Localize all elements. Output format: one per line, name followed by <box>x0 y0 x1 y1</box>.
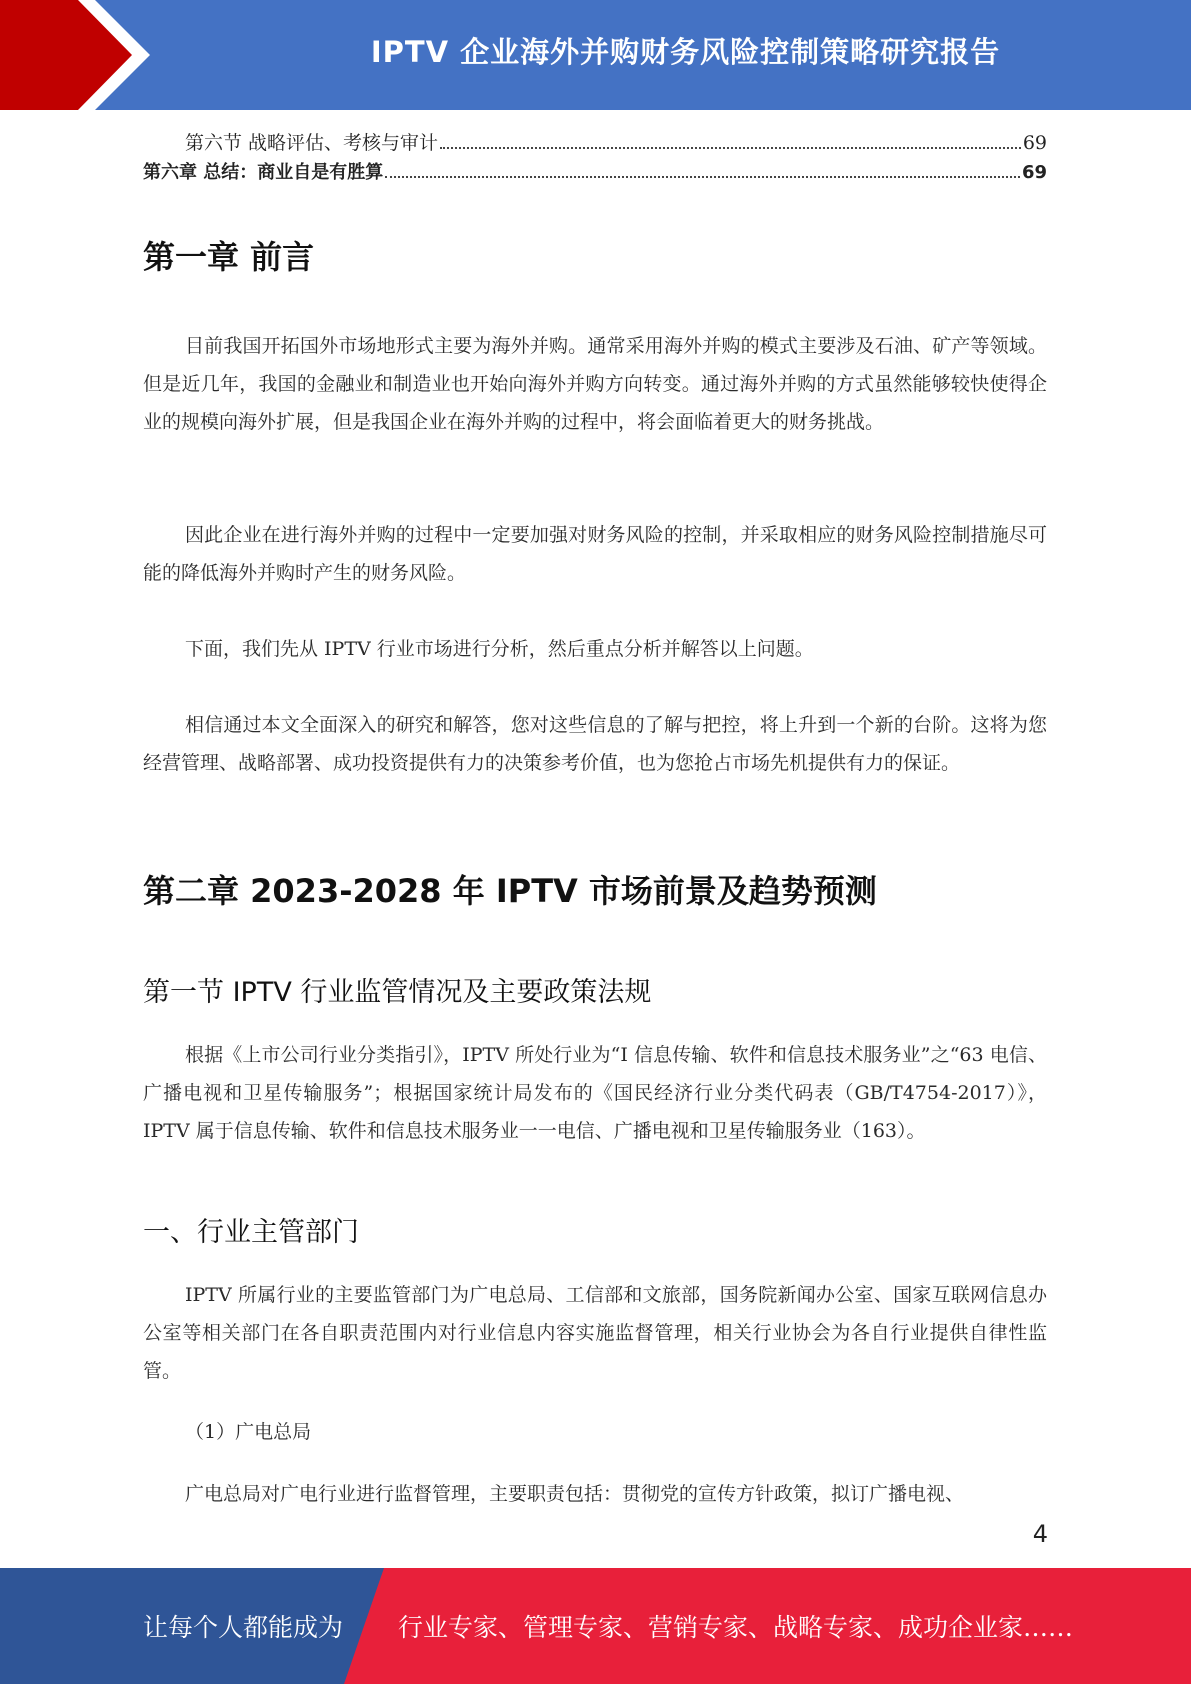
toc-entry-title: 第六节 战略评估、考核与审计 <box>185 132 439 154</box>
report-title: IPTV 企业海外并购财务风险控制策略研究报告 <box>370 34 1001 69</box>
toc-entry-title: 第六章 总结：商业自是有胜算 <box>143 162 384 183</box>
paragraph: 相信通过本文全面深入的研究和解答，您对这些信息的了解与把控，将上升到一个新的台阶。这将为您经营管理、战略部署、成功投资提供有力的决策参考价值，也为您抢占市场先机提供有力的保证。 <box>143 714 1047 774</box>
page-header <box>0 0 1191 110</box>
chapter-heading: 第一章 前言 <box>143 238 315 276</box>
paragraph: 目前我国开拓国外市场地形式主要为海外并购。通常采用海外并购的模式主要涉及石油、矿产等领域。但是近几年，我国的金融业和制造业也开始向海外并购方向转变。通过海外并购的方式虽然能够较快使得企业的规模向海外扩展，但是我国企业在海外并购的过程中，将会面临着更大的财务挑战。 <box>143 335 1047 433</box>
toc-leader <box>440 147 1021 149</box>
paragraph: IPTV 所属行业的主要监管部门为广电总局、工信部和文旅部，国务院新闻办公室、国家互联网信息办公室等相关部门在各自职责范围内对行业信息内容实施监督管理，相关行业协会为各自行业提供自律性监管。 <box>143 1284 1047 1382</box>
chapter-heading: 第二章 2023-2028 年 IPTV 市场前景及趋势预测 <box>143 872 877 910</box>
footer-slogan-left: 让每个人都能成为 <box>143 1613 344 1642</box>
toc-entry-page: 69 <box>1021 162 1047 183</box>
paragraph: 根据《上市公司行业分类指引》，IPTV 所处行业为“I 信息传输、软件和信息技术服务业”之“63 电信、广播电视和卫星传输服务”；根据国家统计局发布的《国民经济行业分类代码表（GB/T4754-2017）》，IPTV 属于信息传输、软件和信息技术服务业一一电信、广播电视和卫星传输服务业（163）。 <box>143 1044 1047 1142</box>
page-footer <box>0 1568 1191 1684</box>
toc-leader <box>385 176 1020 178</box>
paragraph: 广电总局对广电行业进行监督管理，主要职责包括：贯彻党的宣传方针政策，拟订广播电视、 <box>185 1483 965 1505</box>
paragraph: 下面，我们先从 IPTV 行业市场进行分析，然后重点分析并解答以上问题。 <box>185 638 814 660</box>
toc-entry-chapter[interactable] <box>143 159 1047 187</box>
toc-entry-page: 69 <box>1022 132 1047 154</box>
page-number: 4 <box>1032 1520 1048 1548</box>
subsection-heading: 一、行业主管部门 <box>143 1217 359 1248</box>
toc-entry-section[interactable] <box>143 129 1047 157</box>
section-heading: 第一节 IPTV 行业监管情况及主要政策法规 <box>143 977 652 1008</box>
footer-slogan-right: 行业专家、管理专家、营销专家、战略专家、成功企业家…… <box>398 1613 1074 1642</box>
paragraph: 因此企业在进行海外并购的过程中一定要加强对财务风险的控制，并采取相应的财务风险控制措施尽可能的降低海外并购时产生的财务风险。 <box>143 524 1047 584</box>
list-item-label: （1）广电总局 <box>185 1421 312 1443</box>
